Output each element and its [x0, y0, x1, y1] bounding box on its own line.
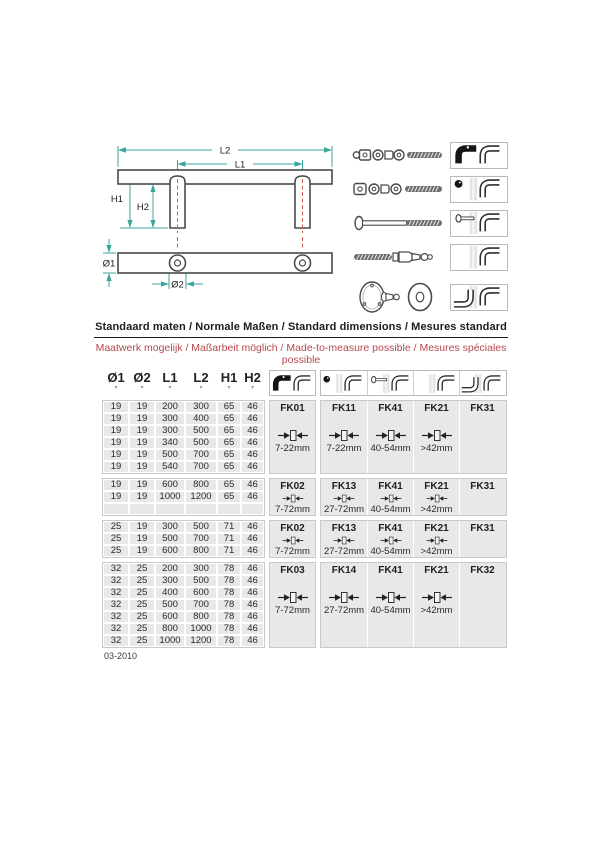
table-cell: 32 — [103, 563, 129, 575]
fixing-option-fk14 — [321, 563, 367, 647]
table-cell: 46 — [241, 623, 264, 635]
table-cell: 46 — [241, 425, 264, 437]
table-row — [103, 503, 264, 515]
glass-screw-head-corner-box — [321, 371, 367, 395]
table-cell: 19 — [129, 545, 155, 557]
thickness-range-label: 7-22mm — [326, 443, 362, 454]
table-cell: 25 — [103, 533, 129, 545]
table-cell: 46 — [241, 461, 264, 473]
fixing-code-label: FK41 — [378, 403, 403, 414]
table-cell: 46 — [241, 449, 264, 461]
pair-solid-outline-corner-icon — [271, 372, 315, 395]
fixing-code-column-1 — [269, 370, 316, 648]
table-cell: 540 — [155, 461, 185, 473]
table-row — [103, 623, 264, 635]
table-cell: 19 — [103, 491, 129, 503]
thickness-range-icon — [277, 429, 309, 442]
column-header-label: L1 — [162, 370, 178, 385]
table-cell: 25 — [129, 563, 155, 575]
table-cell: 19 — [129, 449, 155, 461]
table-cell: 600 — [185, 587, 217, 599]
hardware-row — [352, 206, 508, 240]
table-cell: 300 — [155, 413, 185, 425]
table-cell: 32 — [103, 587, 129, 599]
table-cell: 32 — [103, 611, 129, 623]
table-cell: 71 — [217, 533, 241, 545]
thickness-range-icon — [328, 494, 360, 503]
table-cell: 19 — [129, 413, 155, 425]
fixing-option-fk02 — [269, 520, 316, 558]
table-cell: 46 — [241, 545, 264, 557]
fixing-option-fk31 — [459, 521, 505, 557]
glass-double-corner-box — [459, 371, 505, 395]
sort-triangle-icon: ▾ — [250, 385, 254, 391]
table-cell: 71 — [217, 545, 241, 557]
sort-triangle-icon: ▾ — [199, 385, 203, 391]
thickness-range-label: 7-72mm — [275, 605, 310, 616]
dimension-table-block — [102, 478, 265, 516]
column-header-3 — [155, 370, 185, 396]
dimension-label-h1: H1 — [110, 194, 124, 205]
thickness-range-label: >42mm — [420, 443, 453, 454]
fixing-code-label: FK21 — [424, 565, 449, 576]
table-row — [103, 437, 264, 449]
table-row — [103, 587, 264, 599]
table-cell: 25 — [103, 521, 129, 533]
table-row — [103, 491, 264, 503]
thickness-range-icon — [421, 494, 453, 503]
table-cell: 500 — [155, 599, 185, 611]
glass-through-bolt-corner-box — [450, 210, 508, 237]
dimension-table-block — [102, 562, 265, 648]
table-cell: 300 — [185, 401, 217, 413]
table-cell: 65 — [217, 449, 241, 461]
fixing-code-label: FK41 — [378, 523, 403, 534]
dimension-label-l2: L2 — [219, 145, 231, 157]
table-cell: 19 — [103, 401, 129, 413]
table-row — [103, 425, 264, 437]
thickness-range-icon — [277, 494, 309, 503]
table-row — [103, 635, 264, 647]
table-cell: 25 — [129, 635, 155, 647]
fixing-option-fk31 — [459, 479, 505, 515]
thickness-range-icon — [375, 429, 407, 442]
table-cell: 500 — [155, 449, 185, 461]
fixing-code-group — [320, 520, 507, 558]
table-cell: 46 — [241, 401, 264, 413]
table-cell: 300 — [155, 521, 185, 533]
table-cell: 32 — [103, 623, 129, 635]
table-cell: 46 — [241, 533, 264, 545]
dimension-label-d1: Ø1 — [102, 258, 116, 270]
thickness-range-label: 7-22mm — [275, 443, 310, 454]
column-header-label: H1 — [220, 370, 238, 385]
table-cell: 46 — [241, 599, 264, 611]
date-code: 03-2010 — [104, 651, 138, 661]
table-cell: 25 — [129, 587, 155, 599]
glass-through-bolt-corner-icon — [369, 372, 413, 395]
column-header-row — [102, 370, 265, 396]
table-cell — [129, 503, 155, 515]
column-header-6 — [241, 370, 264, 396]
table-cell: 46 — [241, 575, 264, 587]
table-cell — [185, 503, 217, 515]
glass-plain-corner-icon — [453, 244, 505, 270]
table-cell: 78 — [217, 575, 241, 587]
thickness-range-label: 27-72mm — [323, 605, 365, 616]
table-cell: 19 — [103, 449, 129, 461]
fixing-option-fk41 — [367, 401, 413, 473]
thickness-range-icon — [328, 429, 360, 442]
fixing-code-label: FK01 — [280, 403, 305, 414]
handle-outline — [118, 170, 332, 273]
pair-solid-outline-corner-box — [269, 370, 316, 396]
table-cell: 1000 — [185, 623, 217, 635]
table-row — [103, 599, 264, 611]
table-row — [103, 575, 264, 587]
table-cell: 78 — [217, 587, 241, 599]
table-cell: 500 — [185, 521, 217, 533]
fixing-option-fk13 — [321, 479, 367, 515]
thickness-range-icon — [277, 591, 309, 604]
fixing-code-group — [320, 478, 507, 516]
table-cell: 78 — [217, 635, 241, 647]
standard-dimensions-title: Standaard maten / Normale Maßen / Standard dimensions / Mesures standard — [94, 321, 508, 338]
fixing-option-fk41 — [367, 521, 413, 557]
glass-screw-head-corner-icon — [322, 372, 366, 395]
hardware-row — [352, 138, 508, 172]
fixing-code-label: FK31 — [470, 481, 495, 492]
fixing-option-fk02 — [269, 478, 316, 516]
table-row — [103, 479, 264, 491]
table-cell: 19 — [129, 521, 155, 533]
fixing-code-label: FK02 — [280, 523, 305, 534]
table-cell: 19 — [129, 491, 155, 503]
table-cell: 78 — [217, 563, 241, 575]
fixing-option-fk41 — [367, 563, 413, 647]
glass-plain-corner-box — [413, 371, 459, 395]
table-header-text — [94, 321, 508, 366]
thickness-range-label: >42mm — [420, 546, 453, 557]
table-cell: 1200 — [185, 491, 217, 503]
table-cell: 46 — [241, 563, 264, 575]
table-row — [103, 563, 264, 575]
fixing-code-label: FK21 — [424, 403, 449, 414]
fixing-option-fk21 — [413, 401, 459, 473]
sort-triangle-icon: ▾ — [227, 385, 231, 391]
table-cell: 78 — [217, 599, 241, 611]
dimension-label-h2: H2 — [136, 202, 150, 213]
table-cell: 500 — [185, 437, 217, 449]
sort-triangle-icon: ▾ — [114, 385, 118, 391]
table-cell: 46 — [241, 413, 264, 425]
fixing-option-fk11 — [321, 401, 367, 473]
table-row — [103, 401, 264, 413]
thickness-range-label: 40-54mm — [370, 546, 411, 557]
table-cell: 19 — [103, 425, 129, 437]
table-cell: 500 — [185, 575, 217, 587]
table-cell: 800 — [185, 545, 217, 557]
column-header-label: Ø1 — [107, 370, 125, 385]
table-cell: 500 — [155, 533, 185, 545]
table-cell: 19 — [129, 461, 155, 473]
table-cell: 700 — [185, 599, 217, 611]
hardware-row — [352, 274, 508, 320]
table-cell — [155, 503, 185, 515]
fixing-code-label: FK31 — [470, 523, 495, 534]
pair-solid-outline-corner-icon — [453, 142, 505, 168]
table-cell: 65 — [217, 491, 241, 503]
long-through-bolt-illustration — [352, 210, 444, 236]
table-cell: 1200 — [185, 635, 217, 647]
fixing-code-label: FK21 — [424, 481, 449, 492]
table-row — [103, 521, 264, 533]
centerlines — [178, 179, 303, 250]
table-cell: 300 — [155, 575, 185, 587]
sleeve-washers-stud-set-illustration — [352, 176, 444, 202]
table-cell: 71 — [217, 521, 241, 533]
fixing-code-group — [320, 562, 507, 648]
thickness-range-icon — [328, 591, 360, 604]
glass-screw-head-corner-icon — [453, 176, 505, 202]
table-cell: 1000 — [155, 635, 185, 647]
table-cell: 800 — [185, 611, 217, 623]
fixing-code-label: FK02 — [280, 481, 305, 492]
glass-double-corner-icon — [461, 372, 505, 395]
table-cell: 1000 — [155, 491, 185, 503]
rosette-mounting-set-illustration — [352, 277, 444, 317]
table-cell: 32 — [103, 635, 129, 647]
table-cell: 46 — [241, 521, 264, 533]
table-row — [103, 413, 264, 425]
fixing-code-label: FK32 — [470, 565, 495, 576]
fixing-option-fk32 — [459, 563, 505, 647]
glass-plain-corner-box — [450, 244, 508, 271]
fixing-option-fk41 — [367, 479, 413, 515]
table-cell: 800 — [185, 479, 217, 491]
table-cell: 46 — [241, 479, 264, 491]
column-header-1 — [103, 370, 129, 396]
table-cell: 800 — [155, 623, 185, 635]
table-cell: 700 — [185, 533, 217, 545]
thickness-range-label: 40-54mm — [370, 605, 411, 616]
table-cell: 65 — [217, 437, 241, 449]
table-cell: 46 — [241, 611, 264, 623]
glass-double-corner-box — [450, 284, 508, 311]
thickness-range-label: 40-54mm — [370, 443, 411, 454]
table-cell: 400 — [155, 587, 185, 599]
table-cell: 600 — [155, 545, 185, 557]
table-cell: 19 — [129, 479, 155, 491]
table-cell: 32 — [103, 575, 129, 587]
dimension-label-l1: L1 — [234, 159, 246, 171]
thickness-range-icon — [421, 429, 453, 442]
table-cell: 65 — [217, 413, 241, 425]
table-cell: 600 — [155, 611, 185, 623]
column-header-2 — [129, 370, 155, 396]
table-cell: 46 — [241, 437, 264, 449]
fixing-code-label: FK03 — [280, 565, 305, 576]
table-cell — [241, 503, 264, 515]
column-header-label: L2 — [193, 370, 209, 385]
fixing-code-label: FK41 — [378, 481, 403, 492]
table-cell: 19 — [129, 425, 155, 437]
fixing-code-label: FK21 — [424, 523, 449, 534]
thickness-range-label: 40-54mm — [370, 504, 411, 515]
threaded-stud-adapter-illustration — [352, 244, 444, 270]
glass-plain-corner-icon — [415, 372, 459, 395]
glass-double-corner-icon — [453, 284, 505, 310]
table-cell: 19 — [103, 437, 129, 449]
glass-through-bolt-corner-box — [367, 371, 413, 395]
fixing-code-group — [320, 400, 507, 474]
table-cell: 500 — [185, 425, 217, 437]
thickness-range-label: 27-72mm — [323, 504, 365, 515]
table-cell: 65 — [217, 479, 241, 491]
technical-drawing — [100, 133, 345, 315]
table-row — [103, 533, 264, 545]
table-cell: 700 — [185, 461, 217, 473]
table-cell: 19 — [129, 533, 155, 545]
glass-screw-head-corner-box — [450, 176, 508, 203]
thickness-range-icon — [421, 536, 453, 545]
fixing-option-fk01 — [269, 400, 316, 474]
table-cell: 200 — [155, 401, 185, 413]
table-cell: 400 — [185, 413, 217, 425]
fixing-option-fk21 — [413, 521, 459, 557]
table-cell: 340 — [155, 437, 185, 449]
made-to-measure-subtitle: Maatwerk mogelijk / Maßarbeit möglich / Made-to-measure possible / Mesures spéciales possible — [95, 342, 507, 366]
fixing-code-label: FK11 — [332, 403, 356, 414]
fixing-code-label: FK41 — [378, 565, 403, 576]
thickness-range-label: >42mm — [420, 504, 453, 515]
table-cell: 19 — [103, 413, 129, 425]
table-cell: 25 — [129, 611, 155, 623]
fixing-code-label: FK14 — [331, 565, 357, 576]
sort-triangle-icon: ▾ — [140, 385, 144, 391]
table-cell: 46 — [241, 635, 264, 647]
table-cell: 19 — [103, 461, 129, 473]
table-row — [103, 545, 264, 557]
fixing-option-fk21 — [413, 479, 459, 515]
fixing-option-fk03 — [269, 562, 316, 648]
mounting-hardware-panel — [352, 138, 508, 320]
thickness-range-label: 7-72mm — [275, 546, 310, 557]
fixing-code-label: FK13 — [331, 481, 357, 492]
thickness-range-label: 7-72mm — [275, 504, 310, 515]
table-cell: 65 — [217, 401, 241, 413]
table-cell: 25 — [129, 599, 155, 611]
thickness-range-icon — [375, 536, 407, 545]
hardware-row — [352, 240, 508, 274]
dimension-label-d2: Ø2 — [171, 279, 184, 291]
dimension-table-block — [102, 520, 265, 558]
table-cell — [217, 503, 241, 515]
column-header-4 — [185, 370, 217, 396]
fixing-option-fk13 — [321, 521, 367, 557]
thickness-range-icon — [375, 494, 407, 503]
thickness-range-label: 27-72mm — [323, 546, 365, 557]
dimension-table — [102, 370, 265, 661]
mounting-type-header — [320, 370, 507, 396]
table-cell: 300 — [185, 563, 217, 575]
table-cell: 46 — [241, 491, 264, 503]
table-cell: 32 — [103, 599, 129, 611]
table-cell: 25 — [103, 545, 129, 557]
thickness-range-label: >42mm — [420, 605, 453, 616]
column-header-label: H2 — [244, 370, 261, 385]
table-cell: 19 — [129, 437, 155, 449]
pair-solid-outline-corner-box — [450, 142, 508, 169]
table-row — [103, 449, 264, 461]
fixing-option-fk31 — [459, 401, 505, 473]
table-row — [103, 611, 264, 623]
fixing-code-group-column — [320, 370, 507, 648]
table-cell: 65 — [217, 425, 241, 437]
dimension-table-block — [102, 400, 265, 474]
table-cell: 78 — [217, 611, 241, 623]
table-cell: 700 — [185, 449, 217, 461]
sort-triangle-icon: ▾ — [168, 385, 172, 391]
bolt-washers-stud-set-illustration — [352, 142, 444, 168]
glass-through-bolt-corner-icon — [453, 210, 505, 236]
table-cell: 46 — [241, 587, 264, 599]
table-cell: 200 — [155, 563, 185, 575]
dimensions-table-area — [102, 370, 507, 661]
column-header-5 — [217, 370, 241, 396]
thickness-range-icon — [421, 591, 453, 604]
table-row — [103, 461, 264, 473]
thickness-range-icon — [328, 536, 360, 545]
fixing-option-fk21 — [413, 563, 459, 647]
thickness-range-icon — [277, 536, 309, 545]
table-cell: 25 — [129, 575, 155, 587]
table-cell: 19 — [103, 479, 129, 491]
table-cell: 25 — [129, 623, 155, 635]
thickness-range-icon — [375, 591, 407, 604]
fixing-code-label: FK13 — [331, 523, 357, 534]
fixing-code-label: FK31 — [470, 403, 495, 414]
table-cell: 19 — [129, 401, 155, 413]
hardware-row — [352, 172, 508, 206]
dimension-table-blocks — [102, 400, 265, 648]
column-header-label: Ø2 — [133, 370, 151, 385]
table-cell: 600 — [155, 479, 185, 491]
table-cell: 300 — [155, 425, 185, 437]
table-cell: 65 — [217, 461, 241, 473]
table-cell — [103, 503, 129, 515]
table-cell: 78 — [217, 623, 241, 635]
